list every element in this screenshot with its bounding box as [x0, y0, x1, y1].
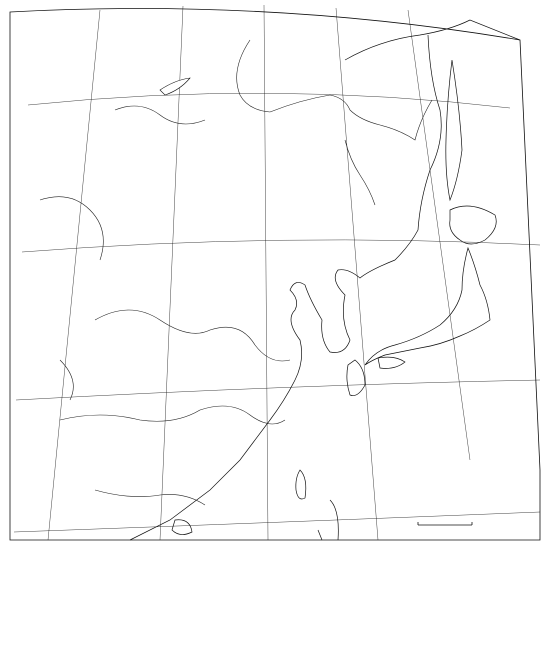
meridian	[48, 10, 100, 540]
river	[345, 140, 375, 205]
coastline	[365, 248, 490, 365]
meridian	[264, 5, 268, 540]
coastline	[296, 470, 306, 499]
coastline	[378, 357, 405, 368]
river	[95, 310, 290, 361]
river	[40, 197, 103, 260]
river	[115, 106, 205, 124]
meridian	[408, 10, 470, 460]
river	[270, 95, 432, 140]
lake-baikal	[160, 78, 190, 95]
meridian	[336, 8, 378, 540]
river	[60, 406, 285, 424]
coastline	[172, 520, 192, 535]
parallel	[14, 512, 540, 532]
coastline	[446, 60, 462, 200]
parallel	[28, 93, 510, 108]
river	[95, 490, 205, 505]
scale-bar	[418, 522, 472, 525]
coastline	[130, 260, 395, 540]
map-frame	[10, 9, 540, 541]
coastline	[345, 20, 520, 260]
coastline	[347, 360, 365, 396]
river	[60, 360, 73, 400]
river	[237, 40, 270, 112]
coastline	[450, 206, 497, 244]
